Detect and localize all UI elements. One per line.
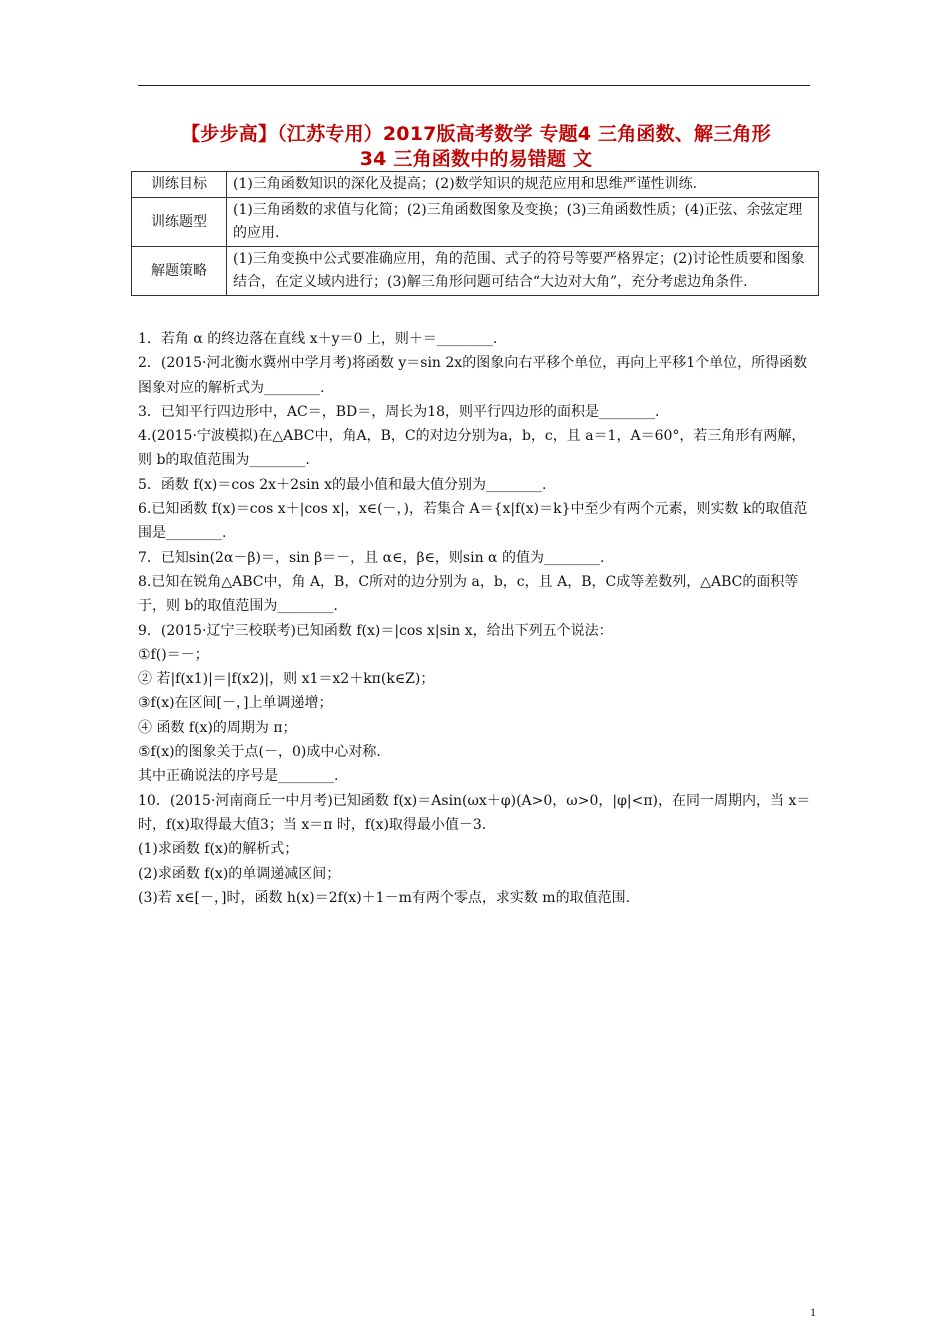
problem-list — [138, 327, 814, 910]
row-value: (1)三角函数知识的深化及提高；(2)数学知识的规范应用和思维严谨性训练. — [227, 172, 819, 198]
row-value: (1)三角变换中公式要准确应用，角的范围、式子的符号等要严格界定；(2)讨论性质要和图象结合，在定义域内进行；(3)解三角形问题可结合“大边对大角”，充分考虑边角条件. — [227, 247, 819, 296]
row-label: 训练目标 — [132, 172, 227, 198]
training-info-table — [131, 171, 819, 296]
problem-10-part-3: (3)若 x∈[－，]时，函数 h(x)＝2f(x)＋1－m有两个零点，求实数 m的取值范围. — [138, 889, 631, 906]
problem-5: 5．函数 f(x)＝cos 2x＋2sin x的最小值和最大值分别为________. — [138, 476, 547, 493]
problem-1: 1．若角 α 的终边落在直线 x＋y＝0 上，则＋＝________. — [138, 331, 498, 347]
title-line-1: 【步步高】（江苏专用）2017版高考数学 专题4 三角函数、解三角形 — [181, 123, 771, 145]
problem-2: 2．(2015·河北衡水冀州中学月考)将函数 y＝sin 2x的图象向右平移个单位，再向上平移1个单位，所得函数图象对应的解析式为________. — [138, 355, 808, 396]
title-line-2: 34 三角函数中的易错题 文 — [359, 148, 593, 170]
header-rule — [138, 85, 810, 86]
table-row — [132, 247, 819, 296]
problem-10: 10．(2015·河南商丘一中月考)已知函数 f(x)＝Asin(ωx＋φ)(A>0，ω>0，|φ|<π)，在同一周期内，当 x＝时，f(x)取得最大值3；当 x＝π 时，f(x)取得最小值－3. — [138, 792, 811, 833]
document-title — [120, 122, 832, 172]
problem-9-option-2: ② 若|f(x1)|＝|f(x2)|，则 x1＝x2＋kπ(k∈Z)； — [138, 671, 435, 688]
problem-10-part-1: (1)求函数 f(x)的解析式； — [138, 841, 299, 858]
problem-6: 6.已知函数 f(x)＝cos x＋|cos x|，x∈(－，)，若集合 A＝{x|f(x)＝k}中至少有两个元素，则实数 k的取值范围是________. — [138, 501, 808, 542]
problem-3: 3．已知平行四边形中，AC＝，BD＝，周长为18，则平行四边形的面积是________. — [138, 403, 660, 420]
problem-9-option-5: ⑤f(x)的图象关于点(－，0)成中心对称. — [138, 744, 381, 761]
problem-9-option-4: ④ 函数 f(x)的周期为 π； — [138, 719, 297, 736]
problem-7: 7．已知sin(2α－β)＝，sin β＝－，且 α∈，β∈，则sin α 的值为________. — [138, 549, 605, 566]
row-label: 训练题型 — [132, 198, 227, 247]
problem-10-part-2: (2)求函数 f(x)的单调递减区间； — [138, 865, 341, 882]
problem-4: 4.(2015·宁波模拟)在△ABC中，角A，B，C的对边分别为a，b，c，且 a＝1，A＝60°，若三角形有两解，则 b的取值范围为________. — [138, 428, 806, 469]
problem-9-option-3: ③f(x)在区间[－，]上单调递增； — [138, 695, 333, 712]
table-row — [132, 172, 819, 198]
row-label: 解题策略 — [132, 247, 227, 296]
row-value: (1)三角函数的求值与化简；(2)三角函数图象及变换；(3)三角函数性质；(4)正弦、余弦定理的应用. — [227, 198, 819, 247]
problem-8: 8.已知在锐角△ABC中，角 A，B，C所对的边分别为 a，b，c，且 A，B，C成等差数列，△ABC的面积等于，则 b的取值范围为________. — [138, 573, 799, 615]
page-number: 1 — [810, 1305, 816, 1319]
table-row — [132, 198, 819, 247]
problem-9: 9．(2015·辽宁三校联考)已知函数 f(x)＝|cos x|sin x，给出下列五个说法： — [138, 622, 613, 639]
problem-9-option-1: ①f()＝－； — [138, 646, 209, 663]
problem-9-answer: 其中正确说法的序号是________. — [138, 768, 339, 785]
